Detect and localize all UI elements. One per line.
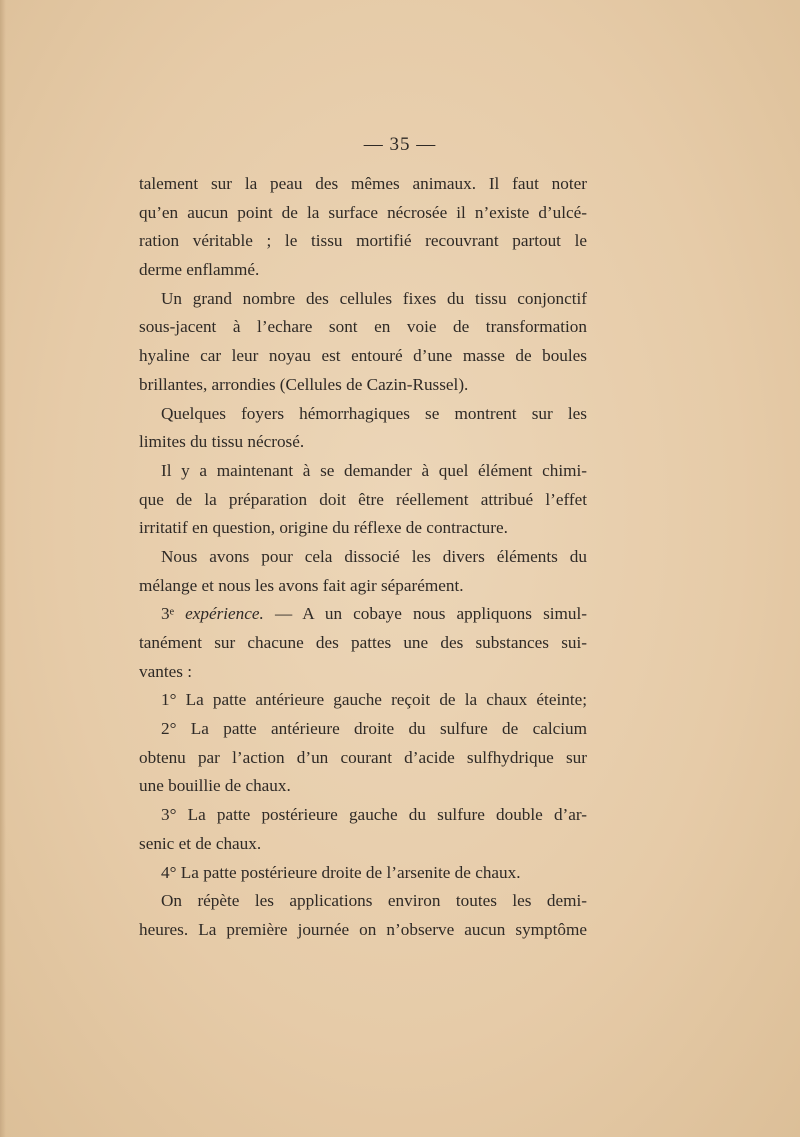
text-line: senic et de chaux.	[139, 833, 262, 853]
text-line: On répète les applications environ toutes les demi-	[161, 891, 587, 911]
text-line: brillantes, arrondies (Cellules de Cazin-Russel).	[139, 374, 469, 394]
text-line: derme enflammé.	[139, 260, 260, 280]
text-line: qu’en aucun point de la surface nécrosée il n’existe d’ulcé-	[139, 202, 587, 222]
text-line: heures. La première journée on n’observe aucun symptôme	[139, 919, 587, 939]
text-line: hyaline car leur noyau est entouré d’une masse de boules	[139, 346, 587, 366]
body-text	[139, 170, 587, 945]
text-line: vantes :	[139, 661, 192, 681]
text-line: 4° La patte postérieure droite de l’arsenite de chaux.	[161, 862, 521, 882]
text-line: obtenu par l’action d’un courant d’acide sulfhydrique sur	[139, 747, 587, 767]
text-line: limites du tissu nécrosé.	[139, 432, 305, 452]
text-line: Nous avons pour cela dissocié les divers éléments du	[161, 546, 587, 566]
text-line: sous-jacent à l’echare sont en voie de transformation	[139, 317, 587, 337]
text-line: irritatif en question, origine du réflexe de contracture.	[139, 518, 508, 538]
text-line: ration véritable ; le tissu mortifié recouvrant partout le	[139, 231, 587, 251]
page-edge-shadow	[0, 0, 6, 1137]
text-line: 3° La patte postérieure gauche du sulfure double d’ar-	[161, 805, 587, 825]
text-line: mélange et nous les avons fait agir séparément.	[139, 575, 464, 595]
text-line: une bouillie de chaux.	[139, 776, 291, 796]
page-number: — 35 —	[363, 134, 437, 155]
text-line: que de la préparation doit être réellement attribué l’effet	[139, 489, 587, 509]
text-line: 3ᵉ expérience. — A un cobaye nous appliquons simul-	[161, 604, 587, 624]
text-line: Quelques foyers hémorrhagiques se montrent sur les	[161, 403, 587, 423]
text-line: Un grand nombre des cellules fixes du tissu conjonctif	[161, 288, 587, 308]
text-line: 1° La patte antérieure gauche reçoit de la chaux éteinte;	[161, 690, 587, 710]
text-line: tanément sur chacune des pattes une des substances sui-	[139, 633, 587, 652]
text-line: Il y a maintenant à se demander à quel élément chimi-	[161, 460, 587, 480]
text-line: talement sur la peau des mêmes animaux. Il faut noter	[139, 174, 587, 193]
text-line: 2° La patte antérieure droite du sulfure de calcium	[161, 719, 587, 739]
